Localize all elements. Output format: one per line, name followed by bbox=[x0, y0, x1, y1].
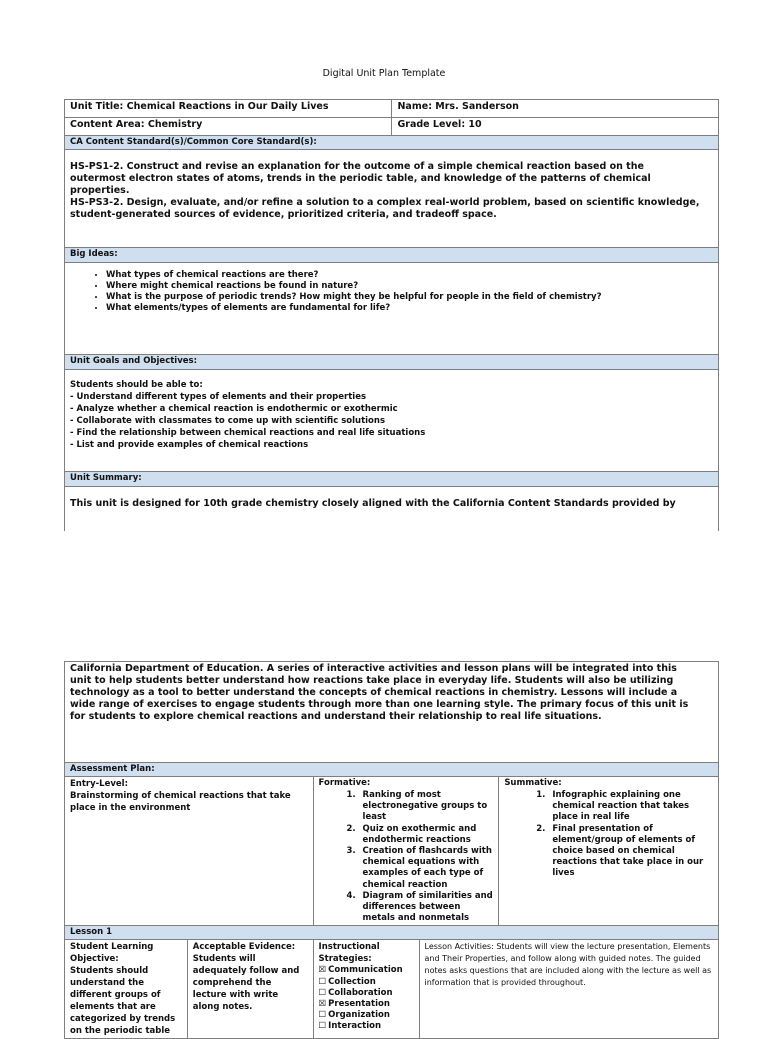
teacher-name-cell: Name: Mrs. Sanderson bbox=[392, 100, 719, 118]
learning-objective-label: Student Learning Objective: bbox=[70, 942, 154, 965]
summary-continued bbox=[65, 662, 719, 763]
formative-item: 4. Diagram of similarities and differences between metals and nonmetals bbox=[359, 891, 494, 925]
lesson1-heading: Lesson 1 bbox=[65, 926, 719, 940]
standards-line: outermost electron states of atoms, trends in the periodic table, and knowledge of the patterns of chemical bbox=[70, 173, 651, 184]
big-idea-item: • What is the purpose of periodic trends? How might they be helpful for people in the field of chemistry? bbox=[106, 292, 713, 303]
acceptable-evidence-label: Acceptable Evidence: bbox=[192, 942, 296, 953]
big-idea-item: • What types of chemical reactions are there? bbox=[106, 270, 713, 281]
unchecked-box-icon: ☐ bbox=[318, 987, 327, 998]
summary-continued-line: wide range of exercises to engage students through more than one learning style. The primary focus of this unit is bbox=[70, 699, 689, 710]
standards-line: student-generated sources of evidence, prioritized criteria, and tradeoff space. bbox=[70, 209, 497, 220]
formative-item: 1. Ranking of most electronegative groups to least bbox=[359, 790, 494, 824]
standards-line: HS-PS1-2. Construct and revise an explanation for the outcome of a simple chemical reaction based on the bbox=[70, 161, 644, 172]
summary-body bbox=[65, 487, 719, 531]
document-title: Digital Unit Plan Template bbox=[322, 68, 446, 79]
summative-list bbox=[504, 790, 713, 880]
big-idea-item: • Where might chemical reactions be found in nature? bbox=[106, 281, 713, 292]
entry-level-cell bbox=[65, 777, 314, 926]
standards-heading: CA Content Standard(s)/Common Core Standard(s): bbox=[65, 136, 719, 150]
unchecked-box-icon: ☐ bbox=[318, 1010, 327, 1021]
lesson-activities-text: Lesson Activities: Students will view the lecture presentation, Elements and Their Properties, and follow along with guided notes. The guided notes asks questions that are included along with the lecture as well as information that is provided throughout. bbox=[424, 942, 712, 988]
strategy-collaboration: ☐ Collaboration bbox=[318, 987, 393, 998]
checked-box-icon: ☒ bbox=[318, 999, 327, 1010]
instructional-strategies-label: Instructional Strategies: bbox=[318, 942, 380, 965]
summative-cell bbox=[499, 777, 719, 926]
assessment-heading: Assessment Plan: bbox=[65, 763, 719, 777]
checked-box-icon: ☒ bbox=[318, 965, 327, 976]
summative-label: Summative: bbox=[504, 778, 562, 788]
acceptable-evidence-text: Students will adequately follow and comprehend the lecture with write along notes. bbox=[192, 954, 300, 1013]
formative-list bbox=[319, 790, 494, 924]
summative-item: 2. Final presentation of element/group of elements of choice based on chemical reactions that take place in our lives bbox=[548, 824, 713, 880]
goal-line: - Collaborate with classmates to come up with scientific solutions bbox=[70, 416, 386, 426]
strategy-collection: ☐ Collection bbox=[318, 976, 376, 987]
lesson-activities-cell bbox=[419, 940, 718, 1039]
strategy-communication: ☒ Communication bbox=[318, 965, 403, 976]
acceptable-evidence-cell bbox=[187, 940, 313, 1039]
summary-continued-line: technology as a tool to better understand the concepts of chemical reactions in chemistry. Lessons will include a bbox=[70, 687, 678, 698]
content-area-cell: Content Area: Chemistry bbox=[65, 118, 392, 136]
formative-item: 3. Creation of flashcards with chemical equations with examples of each type of chemical reaction bbox=[359, 846, 494, 891]
summary-continued-line: unit to help students better understand how reactions take place in everyday life. Students will also be utilizing bbox=[70, 675, 674, 686]
formative-item: 2. Quiz on exothermic and endothermic reactions bbox=[359, 824, 494, 846]
big-ideas-body bbox=[65, 263, 719, 355]
goal-line: - Find the relationship between chemical reactions and real life situations bbox=[70, 428, 426, 438]
goal-line: Students should be able to: bbox=[70, 380, 203, 390]
formative-label: Formative: bbox=[318, 778, 371, 788]
strategy-interaction: ☐ Interaction bbox=[318, 1021, 382, 1032]
unit-title-cell: Unit Title: Chemical Reactions in Our Daily Lives bbox=[65, 100, 392, 118]
standards-body bbox=[65, 150, 719, 248]
entry-level-text: Brainstorming of chemical reactions that take place in the environment bbox=[70, 791, 291, 813]
learning-objective-text: Students should understand the different groups of elements that are categorized by trends on the periodic table bbox=[70, 966, 176, 1037]
summary-line: This unit is designed for 10th grade chemistry closely aligned with the California Content Standards provided by bbox=[70, 498, 676, 509]
big-idea-item: • What elements/types of elements are fundamental for life? bbox=[106, 303, 713, 314]
unit-plan-table-page2 bbox=[64, 661, 719, 1039]
learning-objective-cell bbox=[65, 940, 188, 1039]
summative-item: 1. Infographic explaining one chemical reaction that takes place in real life bbox=[548, 790, 713, 824]
unchecked-box-icon: ☐ bbox=[318, 1021, 327, 1032]
goal-line: - Analyze whether a chemical reaction is endothermic or exothermic bbox=[70, 404, 398, 414]
goals-heading: Unit Goals and Objectives: bbox=[65, 355, 719, 370]
grade-level-cell: Grade Level: 10 bbox=[392, 118, 719, 136]
summary-continued-line: California Department of Education. A series of interactive activities and lesson plans will be integrated into this bbox=[70, 663, 677, 674]
summary-continued-line: for students to explore chemical reactions and understand their relationship to real life situations. bbox=[70, 711, 602, 722]
standards-line: properties. bbox=[70, 185, 130, 196]
standards-line: HS-PS3-2. Design, evaluate, and/or refine a solution to a complex real-world problem, based on scientific knowledge, bbox=[70, 197, 700, 208]
formative-cell bbox=[313, 777, 499, 926]
strategy-presentation: ☒ Presentation bbox=[318, 999, 390, 1010]
unchecked-box-icon: ☐ bbox=[318, 976, 327, 987]
goals-body bbox=[65, 370, 719, 472]
big-ideas-heading: Big Ideas: bbox=[65, 248, 719, 263]
unit-plan-table-page1 bbox=[64, 99, 719, 531]
summary-heading: Unit Summary: bbox=[65, 472, 719, 487]
goal-line: - Understand different types of elements and their properties bbox=[70, 392, 367, 402]
goal-line: - List and provide examples of chemical reactions bbox=[70, 440, 309, 450]
strategy-organization: ☐ Organization bbox=[318, 1010, 390, 1021]
instructional-strategies-cell bbox=[313, 940, 419, 1039]
entry-level-label: Entry-Level: bbox=[70, 779, 128, 789]
